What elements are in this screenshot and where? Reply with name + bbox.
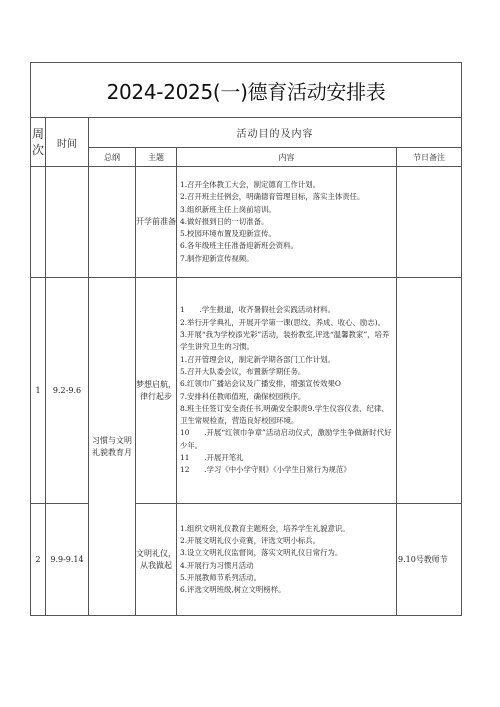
list-item: 3.组织新班主任上岗前培训。 — [180, 204, 276, 214]
header-outline: 总纲 — [89, 148, 136, 167]
list-item: 2.举行开学典礼，开展开学第一课(思纹、养成、收心、励志)。 — [180, 317, 385, 327]
list-item: 7.制作迎新宣传视频。 — [180, 253, 254, 263]
list-item: 2.开展文明礼仪小竞赛，评选文明小标兵。 — [180, 535, 321, 545]
list-item: 8.班主任签订安全责任书,明确安全职责9.学生仪容仪表、纪律、卫生常规检查，营造良好校园环境。 — [180, 403, 389, 426]
list-item: 5.校园环境布置及迎新宣传。 — [180, 229, 276, 239]
theme-cell: 梦想启航，律行起步 — [136, 278, 177, 504]
list-item: 3.开展“我为学校添光彩”活动，装扮教室,评选“温馨教家”，培养学生讲究卫生的习惯。 — [180, 330, 390, 352]
list-item: 2.召开班主任例会，明确德育管理目标，落实主体责任。 — [180, 192, 365, 202]
header-holiday: 节日备注 — [397, 148, 462, 167]
list-item: 1 .学生报道，收齐暑假社会实践活动材料。 — [180, 305, 335, 315]
list-item: 6.各年级班主任准备迎新班会资料。 — [180, 241, 298, 251]
theme-cell: 开学前准备 — [136, 167, 177, 278]
time-cell — [46, 167, 89, 278]
week-cell: 2 — [31, 504, 46, 616]
time-cell: 9.2-9.6 — [46, 278, 89, 504]
week-cell — [31, 167, 46, 278]
schedule-table — [30, 62, 462, 616]
list-item: 6.评选文明班级,树立文明榜样。 — [180, 585, 286, 595]
content-cell — [177, 504, 397, 616]
list-item: 5.开展教师节系列活动。 — [180, 572, 261, 582]
list-item: 1.组织文明礼仪教育主题班会，培养学生礼貌意识。 — [180, 523, 350, 533]
list-item: 10 .开展“红领巾争章”活动启动仪式，激励学生争做新时代好少年。 — [180, 428, 392, 450]
list-item: 3.设立文明礼仪监督岗，落实文明礼仪日常行为。 — [180, 548, 343, 558]
week-cell: 1 — [31, 278, 46, 504]
table-row — [31, 167, 462, 278]
list-item: 12 .学习《中小学守则》《小学生日常行为规范》 — [180, 465, 351, 475]
note-cell — [397, 278, 462, 504]
outline-cell: 习惯与文明礼貌教育月 — [89, 278, 136, 616]
content-cell — [177, 278, 397, 504]
time-cell: 9.9-9.14 — [46, 504, 89, 616]
note-cell — [397, 167, 462, 278]
list-item: 11 .开展开笔礼 — [180, 452, 244, 462]
note-cell: 9.10号教师节 — [397, 504, 462, 616]
theme-cell: 文明礼仪，从我做起 — [136, 504, 177, 616]
list-item: 1.召开管理会议，制定新学期各部门工作计划。 — [180, 354, 335, 364]
list-item: 4.做好报到日的一切准备。 — [180, 216, 269, 226]
list-item: 6.红领巾广播站会议及广播安排，增强宣传效果O — [180, 379, 341, 389]
header-time: 时间 — [46, 118, 89, 167]
outline-cell — [89, 167, 136, 278]
list-item: 4.开展行为习惯月活动 — [180, 560, 254, 570]
list-item: 7.安排科任教师值班，确保校园秩序。 — [180, 391, 306, 401]
header-content: 内容 — [177, 148, 397, 167]
header-theme: 主题 — [136, 148, 177, 167]
header-week: 周次 — [31, 118, 46, 167]
content-cell — [177, 167, 397, 278]
list-item: 1.召开全体教工大会，制定德育工作计划。 — [180, 179, 321, 189]
list-item: 5.召开大队委会议，布置新学期任务。 — [180, 366, 306, 376]
table-row — [31, 278, 462, 504]
header-purpose: 活动目的及内容 — [89, 118, 462, 148]
page-title: 2024-2025(一)德育活动安排表 — [31, 63, 462, 118]
